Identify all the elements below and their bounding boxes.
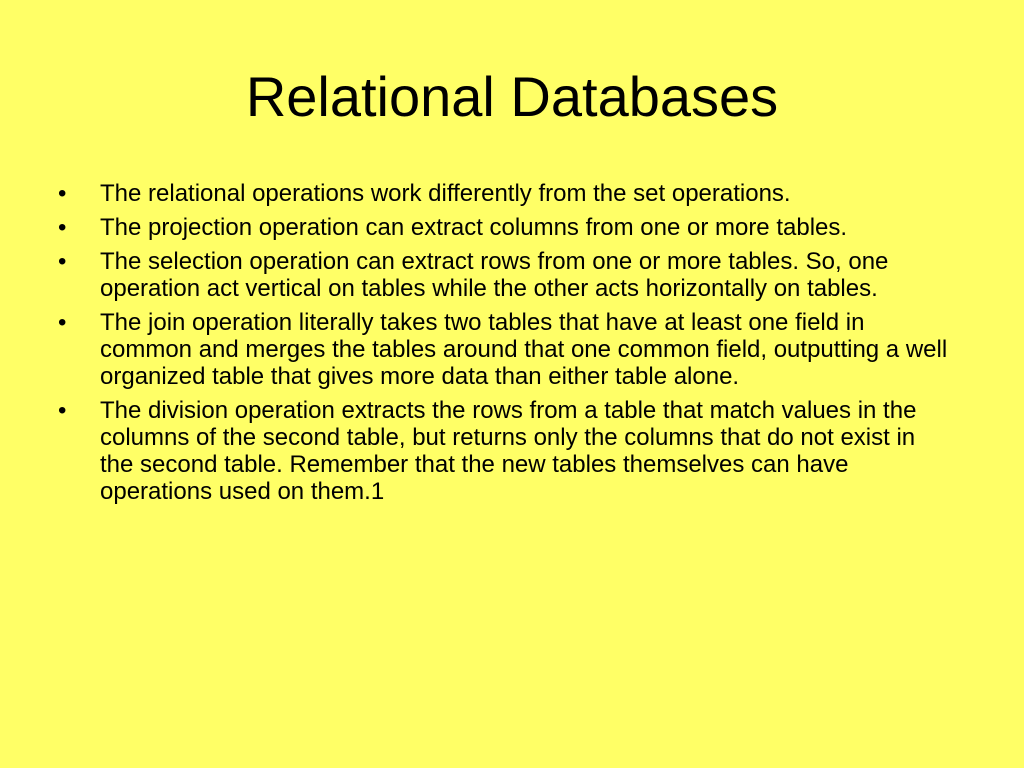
slide-title: Relational Databases — [245, 65, 779, 128]
bullet-item-projection — [52, 214, 952, 241]
bullet-text: The projection operation can extract columns from one or more tables. — [100, 214, 848, 241]
bullet-marker: • — [58, 248, 67, 275]
bullet-list — [52, 180, 952, 512]
bullet-item-selection — [52, 248, 952, 302]
bullet-marker: • — [58, 309, 67, 336]
bullet-marker: • — [58, 397, 67, 424]
bullet-marker: • — [58, 180, 67, 207]
bullet-text: The selection operation can extract rows from one or more tables. So, one operation act vertical on tables while the other acts horizontally on tables. — [100, 248, 889, 302]
bullet-item-division — [52, 397, 952, 505]
bullet-marker: • — [58, 214, 67, 241]
bullet-text: The relational operations work differently from the set operations. — [100, 180, 791, 207]
bullet-text: The division operation extracts the rows from a table that match values in the columns of the second table, but returns only the columns that do not exist in the second table. Remember that the new tables themselves can have operations used on them.1 — [100, 397, 917, 505]
bullet-text: The join operation literally takes two tables that have at least one field in common and merges the tables around that one common field, outputting a well organized table that gives more data than either table alone. — [100, 309, 948, 390]
bullet-item-relational-operations — [52, 180, 952, 207]
bullet-item-join — [52, 309, 952, 390]
